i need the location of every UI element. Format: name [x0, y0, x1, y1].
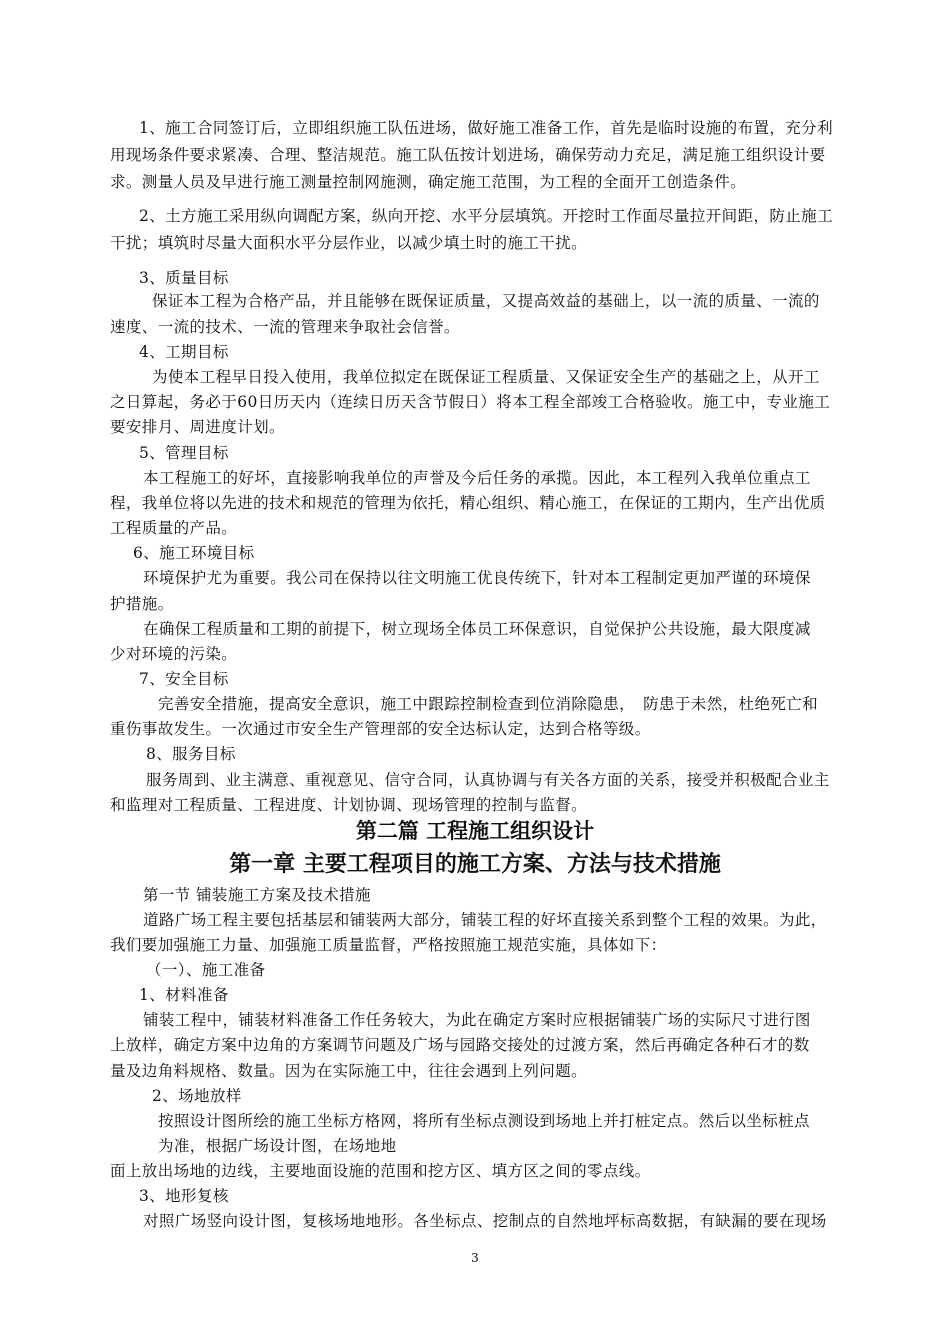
section-heading: 2、场地放样: [152, 1087, 242, 1105]
text-line: 护措施。: [110, 595, 174, 613]
text-line: 重伤事故发生。一次通过市安全生产管理部的安全达标认定，达到合格等级。: [110, 720, 651, 738]
section-heading: 3、质量目标: [139, 269, 229, 287]
text-line: 我们要加强施工力量、加强施工质量监督，严格按照施工规范实施，具体如下：: [110, 936, 667, 954]
section-heading: 4、工期目标: [139, 343, 229, 361]
text-line: 上放样，确定方案中边角的方案调节问题及广场与园路交接处的过渡方案，然后再确定各种石才的数: [110, 1036, 810, 1054]
text-line: 和监理对工程质量、工程进度、计划协调、现场管理的控制与监督。: [110, 796, 588, 814]
section-heading: 6、施工环境目标: [133, 544, 255, 562]
text-line: 量及边角料规格、数量。因为在实际施工中，往往会遇到上列问题。: [110, 1062, 588, 1080]
text-line: 道路广场工程主要包括基层和铺装两大部分，铺装工程的好坏直接关系到整个工程的效果。为此，: [143, 911, 827, 929]
text-line: 在确保工程质量和工期的前提下，树立现场全体员工环保意识，自觉保护公共设施，最大限度减: [143, 620, 811, 638]
text-line: 工程质量的产品。: [110, 519, 238, 537]
text-line: 要安排月、周进度计划。: [110, 418, 285, 436]
section-heading: 3、地形复核: [139, 1187, 229, 1205]
text-line: 干扰；填筑时尽量大面积水平分层作业，以减少填土时的施工干扰。: [110, 234, 588, 252]
text-line: 1、施工合同签订后，立即组织施工队伍进场，做好施工准备工作，首先是临时设施的布置，充分利: [139, 119, 833, 137]
section-heading: （一）、施工准备: [146, 961, 266, 979]
text-line: 本工程施工的好坏，直接影响我单位的声誉及今后任务的承揽。因此，本工程列入我单位重点工: [143, 469, 811, 487]
text-line: 铺装工程中，铺装材料准备工作任务较大，为此在确定方案时应根据铺装广场的实际尺寸进行图: [143, 1011, 811, 1029]
text-line: 保证本工程为合格产品，并且能够在既保证质量，又提高效益的基础上，以一流的质量、一流的: [152, 292, 820, 310]
text-line: 少对环境的污染。: [110, 645, 238, 663]
text-line: 求。测量人员及早进行施工测量控制网施测，确定施工范围，为工程的全面开工创造条件。: [110, 173, 747, 191]
section-heading: 5、管理目标: [139, 444, 229, 462]
section-heading: 第一节 铺装施工方案及技术措施: [143, 886, 371, 904]
text-line: 环境保护尤为重要。我公司在保持以往文明施工优良传统下，针对本工程制定更加严谨的环境保: [143, 569, 811, 587]
section-heading: 7、安全目标: [139, 670, 229, 688]
text-line: 用现场条件要求紧凑、合理、整洁规范。施工队伍按计划进场，确保劳动力充足，满足施工组织设计要: [110, 146, 826, 164]
text-line: 按照设计图所绘的施工坐标方格网，将所有坐标点测设到场地上并打桩定点。然后以坐标桩点: [158, 1112, 810, 1130]
text-line: 完善安全措施，提高安全意识，施工中跟踪控制检查到位消除隐患， 防患于未然，杜绝死亡和: [158, 695, 819, 713]
text-line: 之日算起，务必于60日历天内（连续日历天含节假日）将本工程全部竣工合格验收。施工中，专业施工: [110, 393, 831, 411]
section-heading: 8、服务目标: [146, 745, 236, 763]
text-line: 面上放出场地的边线，主要地面设施的范围和挖方区、填方区之间的零点线。: [110, 1162, 651, 1180]
page-number: 3: [471, 1251, 479, 1265]
text-line: 服务周到、业主满意、重视意见、信守合同，认真协调与有关各方面的关系，接受并积极配合业主: [146, 771, 830, 789]
chapter-heading: 第一章 主要工程项目的施工方案、方法与技术措施: [229, 851, 721, 877]
part-heading: 第二篇 工程施工组织设计: [355, 818, 595, 843]
text-line: 对照广场竖向设计图，复核场地地形。各坐标点、挖制点的自然地坪标高数据，有缺漏的要在现场: [143, 1212, 827, 1230]
section-heading: 1、材料准备: [139, 986, 229, 1004]
text-line: 为准，根据广场设计图，在场地地: [158, 1137, 397, 1155]
text-line: 2、土方施工采用纵向调配方案，纵向开挖、水平分层填筑。开挖时工作面尽量拉开间距，防止施工: [139, 207, 833, 225]
text-line: 为使本工程早日投入使用，我单位拟定在既保证工程质量、又保证安全生产的基础之上，从开工: [152, 368, 820, 386]
text-line: 速度、一流的技术、一流的管理来争取社会信誉。: [110, 318, 460, 336]
text-line: 程，我单位将以先进的技术和规范的管理为依托，精心组织、精心施工，在保证的工期内，生产出优质: [110, 494, 826, 512]
